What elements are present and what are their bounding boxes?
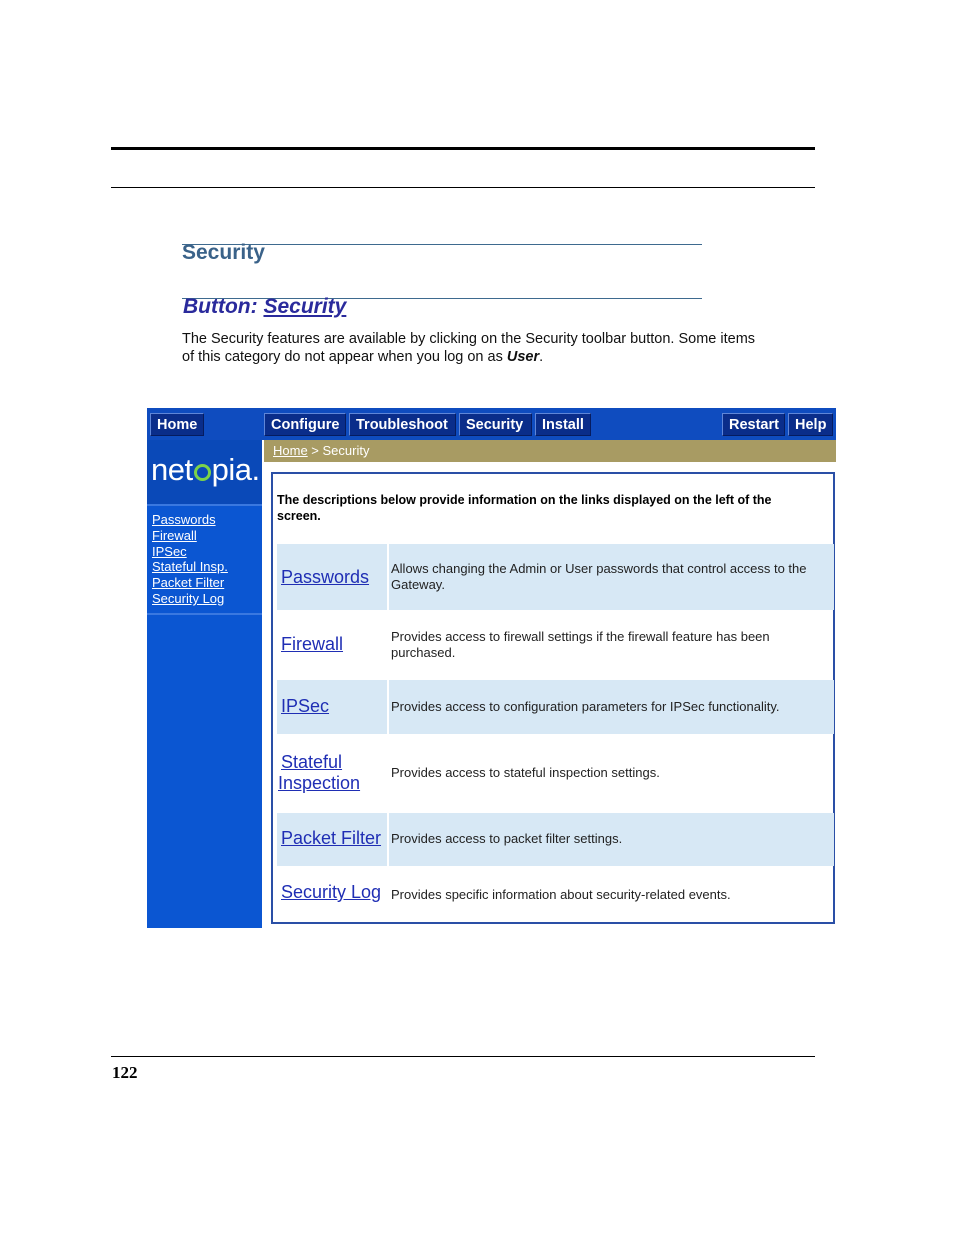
table-row bbox=[277, 680, 834, 734]
logo-text-2: pia. bbox=[211, 452, 260, 487]
body-line-2-end: . bbox=[539, 349, 544, 365]
footer-rule bbox=[111, 1056, 815, 1057]
sidebar bbox=[147, 440, 262, 928]
security-log-link[interactable]: Security Log bbox=[281, 882, 382, 902]
header-rule-thick bbox=[111, 147, 815, 150]
page-number: 122 bbox=[112, 1063, 138, 1082]
panel-intro: The descriptions below provide information on the links displayed on the left of the screen. bbox=[277, 493, 772, 523]
breadcrumb-current: Security bbox=[322, 443, 370, 458]
sidebar-divider-top bbox=[147, 504, 262, 506]
router-ui-screenshot bbox=[147, 408, 836, 928]
row-desc-cell bbox=[389, 735, 834, 812]
stateful-desc: Provides access to stateful inspection settings. bbox=[391, 765, 660, 780]
security-log-desc: Provides specific information about security-related events. bbox=[391, 887, 731, 902]
firewall-link[interactable]: Firewall bbox=[281, 634, 344, 654]
row-link-cell bbox=[277, 735, 387, 812]
passwords-link[interactable]: Passwords bbox=[281, 567, 370, 587]
logo-text-1: net bbox=[151, 452, 193, 487]
sidebar-item-ipsec[interactable]: IPSec bbox=[152, 543, 187, 559]
intro-paragraph bbox=[182, 330, 812, 366]
content-panel bbox=[271, 472, 835, 924]
packet-filter-link[interactable]: Packet Filter bbox=[281, 828, 382, 848]
table-row bbox=[277, 611, 834, 679]
row-link-cell bbox=[277, 611, 387, 679]
row-link-cell bbox=[277, 867, 387, 921]
packet-filter-desc: Provides access to packet filter settings. bbox=[391, 831, 623, 846]
table-row bbox=[277, 867, 834, 921]
sidebar-divider-bottom bbox=[147, 613, 262, 615]
toolbar-install-button[interactable]: Install bbox=[535, 413, 591, 436]
row-link-cell bbox=[277, 680, 387, 734]
ipsec-link[interactable]: IPSec bbox=[281, 696, 330, 716]
row-desc-cell bbox=[389, 611, 834, 679]
body-line-2: of this category do not appear when you log on as bbox=[182, 349, 507, 365]
sidebar-links bbox=[152, 512, 228, 607]
passwords-desc: Allows changing the Admin or User passwords that control access to the Gateway. bbox=[391, 561, 807, 592]
toolbar-configure-button[interactable]: Configure bbox=[264, 413, 346, 436]
body-line-1: The Security features are available by clicking on the Security toolbar button. Some items bbox=[182, 331, 756, 347]
sidebar-item-passwords[interactable]: Passwords bbox=[152, 512, 216, 527]
netopia-logo bbox=[151, 452, 260, 488]
toolbar bbox=[147, 408, 836, 440]
toolbar-troubleshoot-button[interactable]: Troubleshoot bbox=[349, 413, 456, 436]
toolbar-security-button[interactable]: Security bbox=[459, 413, 532, 436]
stateful-link-line2[interactable]: Inspection bbox=[278, 773, 361, 793]
table-row bbox=[277, 735, 834, 812]
breadcrumb bbox=[262, 440, 836, 462]
logo-ring-icon bbox=[194, 464, 211, 481]
logo-area bbox=[147, 440, 262, 504]
sidebar-item-firewall[interactable]: Firewall bbox=[152, 527, 197, 543]
toolbar-help-button[interactable]: Help bbox=[788, 413, 833, 436]
sidebar-item-stateful-insp[interactable]: Stateful Insp. bbox=[152, 559, 228, 575]
breadcrumb-separator: > bbox=[307, 443, 323, 458]
row-desc-cell bbox=[389, 680, 834, 734]
toolbar-restart-button[interactable]: Restart bbox=[722, 413, 785, 436]
row-desc-cell bbox=[389, 867, 834, 921]
stateful-link-line1[interactable]: Stateful bbox=[281, 752, 343, 772]
header-rule-thin bbox=[111, 187, 815, 188]
subheading-prefix: Button: bbox=[183, 295, 264, 318]
sidebar-item-packet-filter[interactable]: Packet Filter bbox=[152, 575, 225, 591]
firewall-desc: Provides access to firewall settings if the firewall feature has been purchased. bbox=[391, 629, 770, 660]
subheading bbox=[183, 295, 346, 319]
breadcrumb-home-link[interactable]: Home bbox=[273, 443, 308, 458]
sidebar-item-security-log[interactable]: Security Log bbox=[152, 590, 225, 606]
table-row bbox=[277, 813, 834, 866]
row-link-cell bbox=[277, 813, 387, 866]
subheading-link[interactable]: Security bbox=[263, 295, 347, 318]
table-row bbox=[277, 544, 834, 610]
ipsec-desc: Provides access to configuration parameters for IPSec functionality. bbox=[391, 699, 780, 714]
toolbar-home-button[interactable]: Home bbox=[150, 413, 204, 436]
row-desc-cell bbox=[389, 813, 834, 866]
row-desc-cell bbox=[389, 544, 834, 610]
section-heading: Security bbox=[182, 241, 265, 264]
row-link-cell bbox=[277, 544, 387, 610]
user-emphasis: User bbox=[506, 349, 540, 365]
